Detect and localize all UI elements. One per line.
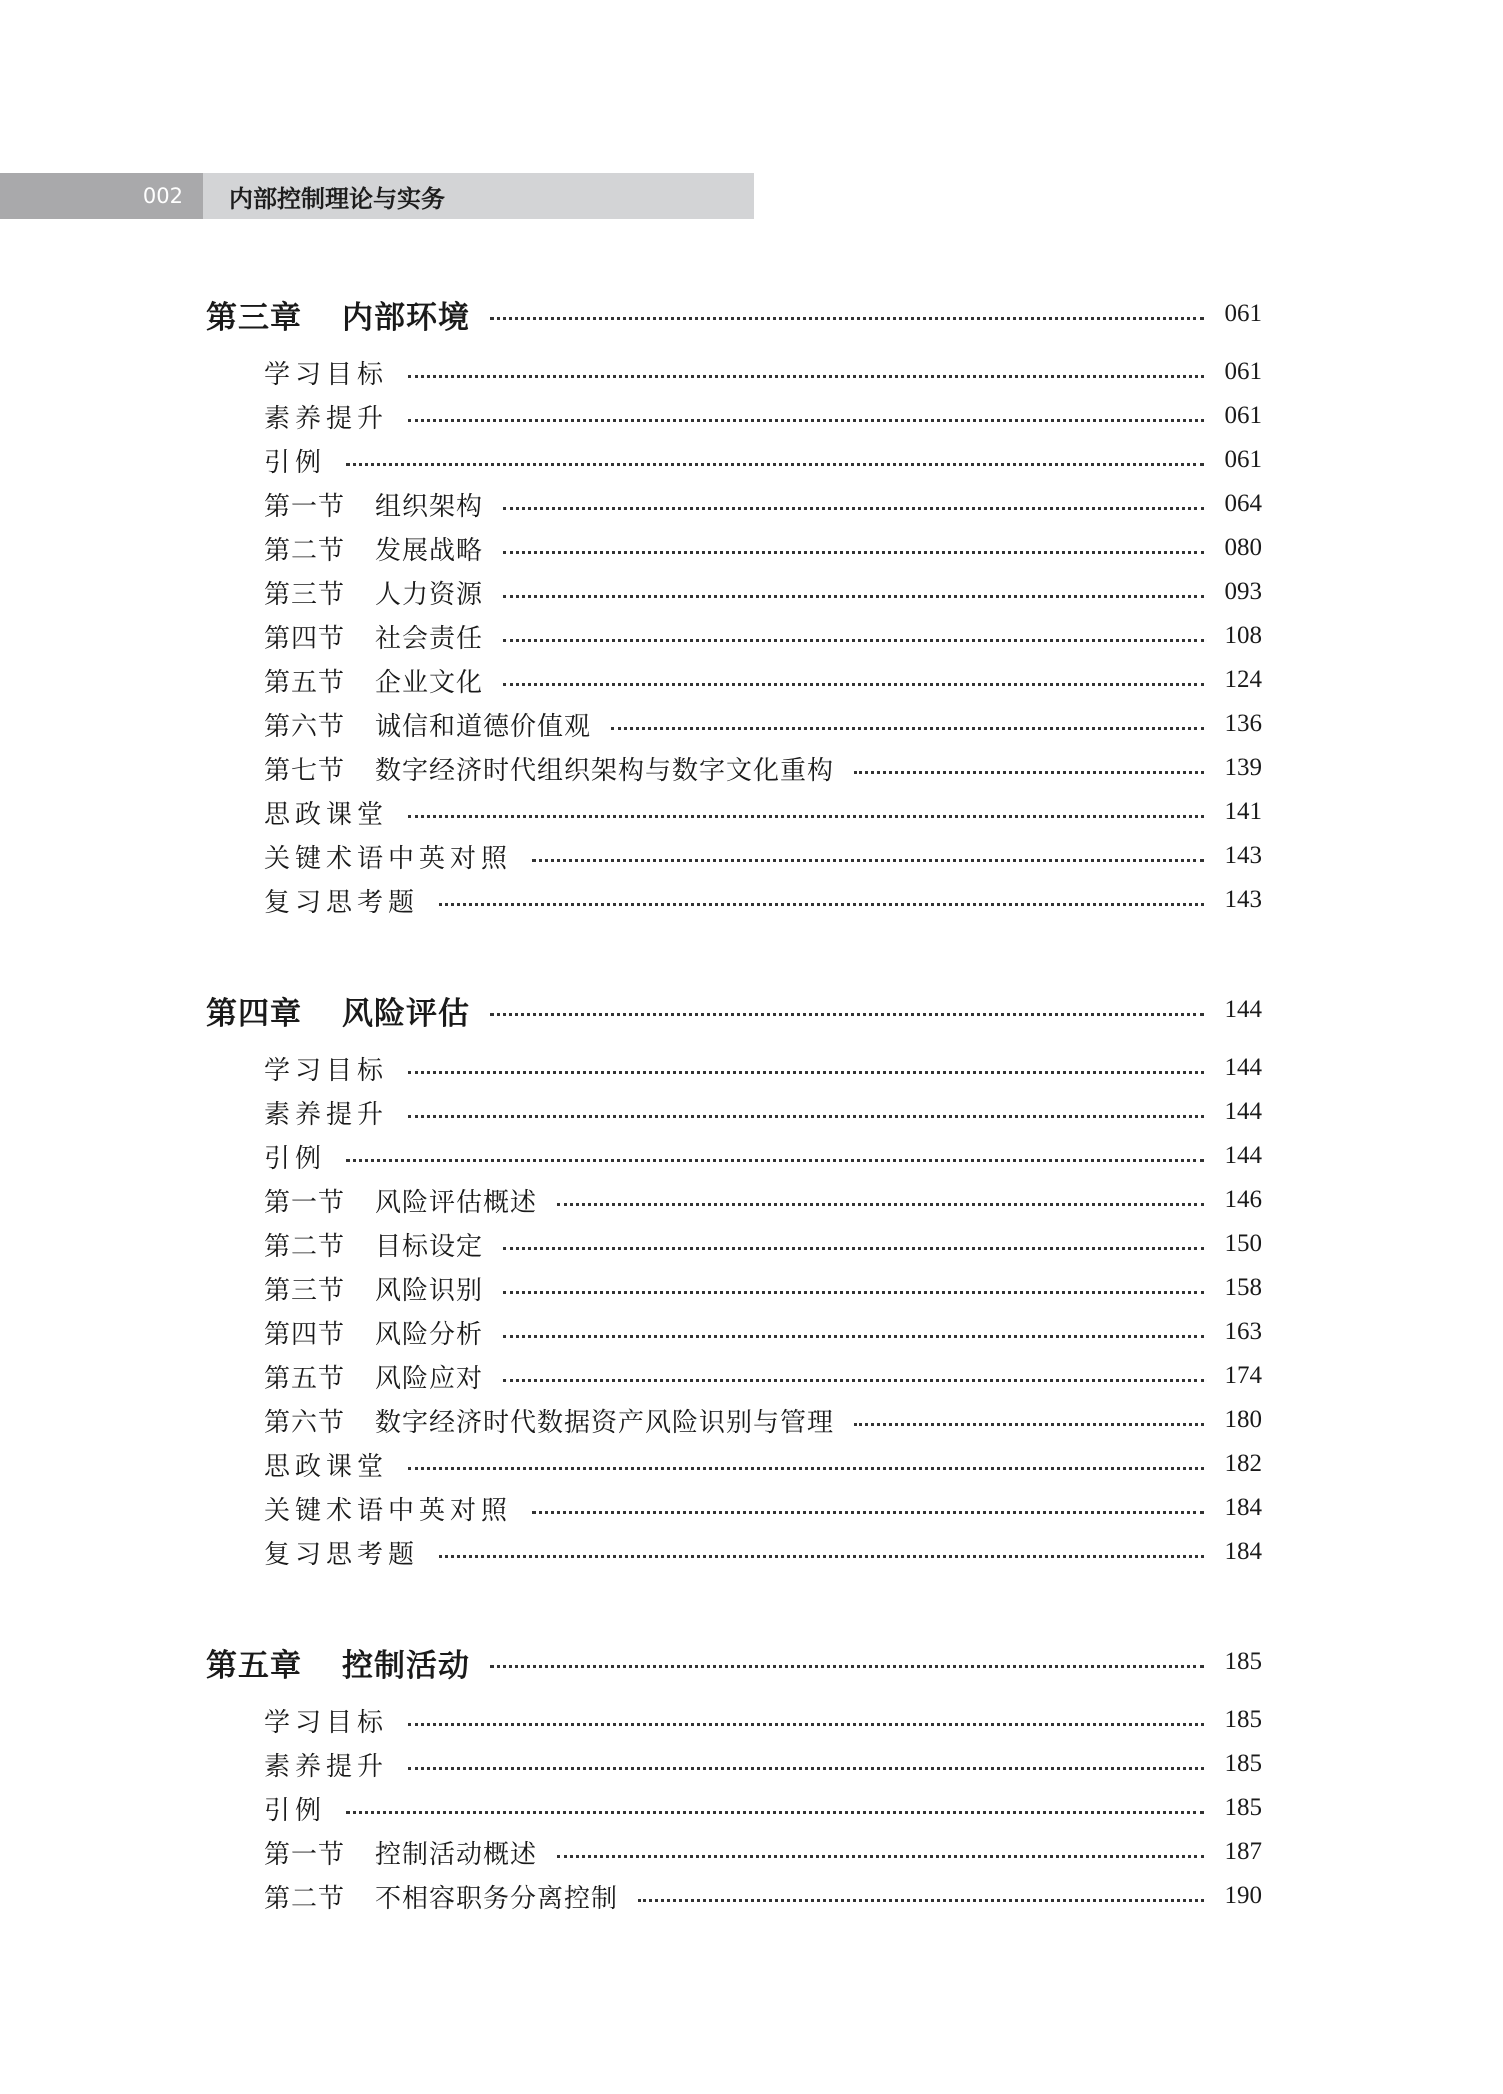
toc-entry[interactable] bbox=[206, 1090, 1262, 1134]
chapter-label bbox=[206, 292, 470, 337]
entry-label bbox=[264, 1226, 483, 1263]
entry-page-number: 061 bbox=[1224, 358, 1262, 385]
entry-title: 复习思考题 bbox=[264, 1539, 420, 1570]
chapter-number: 第四章 bbox=[206, 995, 302, 1032]
entry-title: 引例 bbox=[264, 447, 327, 478]
entry-title: 组织架构 bbox=[375, 491, 484, 522]
toc-entry[interactable] bbox=[206, 438, 1262, 482]
entry-label bbox=[264, 838, 512, 875]
entry-label bbox=[264, 1050, 388, 1087]
dot-leader bbox=[638, 1899, 1204, 1902]
dot-leader bbox=[490, 317, 1204, 320]
entry-title: 不相容职务分离控制 bbox=[375, 1883, 619, 1914]
entry-page-number: 061 bbox=[1224, 402, 1262, 429]
entry-title: 引例 bbox=[264, 1795, 327, 1826]
entry-label bbox=[264, 1402, 834, 1439]
entry-label bbox=[264, 1094, 388, 1131]
entry-page-number: 185 bbox=[1224, 1750, 1262, 1777]
chapter-title: 控制活动 bbox=[342, 1647, 470, 1684]
toc-entry[interactable] bbox=[206, 1786, 1262, 1830]
entry-title: 风险分析 bbox=[375, 1319, 484, 1350]
entry-title: 风险评估概述 bbox=[375, 1187, 538, 1218]
dot-leader bbox=[503, 1335, 1204, 1338]
dot-leader bbox=[503, 551, 1204, 554]
toc-entry[interactable] bbox=[206, 1266, 1262, 1310]
entry-page-number: 061 bbox=[1224, 446, 1262, 473]
chapter-number: 第五章 bbox=[206, 1647, 302, 1684]
entry-label bbox=[264, 1182, 537, 1219]
dot-leader bbox=[346, 463, 1204, 466]
entry-page-number: 150 bbox=[1224, 1230, 1262, 1257]
entry-title: 目标设定 bbox=[375, 1231, 484, 1262]
section-number: 第六节 bbox=[264, 711, 346, 742]
toc-entry[interactable] bbox=[206, 1134, 1262, 1178]
entry-title: 控制活动概述 bbox=[375, 1839, 538, 1870]
entry-page-number: 185 bbox=[1224, 1706, 1262, 1733]
entry-label bbox=[264, 794, 388, 831]
toc-chapter-heading[interactable] bbox=[206, 982, 1262, 1038]
dot-leader bbox=[408, 1767, 1204, 1770]
dot-leader bbox=[503, 595, 1204, 598]
section-number: 第一节 bbox=[264, 1187, 346, 1218]
toc-entry[interactable] bbox=[206, 1046, 1262, 1090]
dot-leader bbox=[503, 1247, 1204, 1250]
toc-entry[interactable] bbox=[206, 482, 1262, 526]
dot-leader bbox=[408, 1723, 1204, 1726]
entry-page-number: 144 bbox=[1224, 1142, 1262, 1169]
section-number: 第四节 bbox=[264, 623, 346, 654]
entry-page-number: 064 bbox=[1224, 490, 1262, 517]
toc-entry[interactable] bbox=[206, 1442, 1262, 1486]
toc-entry[interactable] bbox=[206, 1398, 1262, 1442]
entry-label bbox=[264, 750, 834, 787]
entry-page-number: 184 bbox=[1224, 1494, 1262, 1521]
dot-leader bbox=[439, 1555, 1204, 1558]
entry-label bbox=[264, 486, 483, 523]
chapter-page-number: 061 bbox=[1224, 300, 1262, 327]
entry-title: 关键术语中英对照 bbox=[264, 843, 513, 874]
dot-leader bbox=[346, 1811, 1204, 1814]
section-number: 第三节 bbox=[264, 579, 346, 610]
toc-entry[interactable] bbox=[206, 1222, 1262, 1266]
header-book-title: 内部控制理论与实务 bbox=[203, 173, 754, 219]
entry-title: 发展战略 bbox=[375, 535, 484, 566]
dot-leader bbox=[439, 903, 1204, 906]
toc-chapter bbox=[206, 982, 1262, 1574]
dot-leader bbox=[532, 859, 1204, 862]
toc-chapter-heading[interactable] bbox=[206, 286, 1262, 342]
toc-entry[interactable] bbox=[206, 1486, 1262, 1530]
toc-entry[interactable] bbox=[206, 1178, 1262, 1222]
toc-entry[interactable] bbox=[206, 1698, 1262, 1742]
entry-label bbox=[264, 618, 483, 655]
entry-title: 素养提升 bbox=[264, 403, 389, 434]
dot-leader bbox=[503, 683, 1204, 686]
entry-label bbox=[264, 354, 388, 391]
entry-label bbox=[264, 398, 388, 435]
entry-page-number: 141 bbox=[1224, 798, 1262, 825]
entry-page-number: 144 bbox=[1224, 1098, 1262, 1125]
entry-page-number: 163 bbox=[1224, 1318, 1262, 1345]
dot-leader bbox=[503, 1379, 1204, 1382]
toc-entry[interactable] bbox=[206, 834, 1262, 878]
entry-title: 风险识别 bbox=[375, 1275, 484, 1306]
entry-title: 引例 bbox=[264, 1143, 327, 1174]
entry-label bbox=[264, 1878, 618, 1915]
toc-chapter bbox=[206, 1634, 1262, 1918]
section-number: 第三节 bbox=[264, 1275, 346, 1306]
dot-leader bbox=[408, 815, 1204, 818]
chapter-page-number: 185 bbox=[1224, 1648, 1262, 1675]
dot-leader bbox=[490, 1013, 1204, 1016]
toc-entry[interactable] bbox=[206, 702, 1262, 746]
entry-title: 学习目标 bbox=[264, 1055, 389, 1086]
toc-entry[interactable] bbox=[206, 658, 1262, 702]
entry-label bbox=[264, 1138, 326, 1175]
section-number: 第一节 bbox=[264, 491, 346, 522]
toc-entry[interactable] bbox=[206, 526, 1262, 570]
entry-label bbox=[264, 1534, 419, 1571]
toc-chapter bbox=[206, 286, 1262, 922]
entry-page-number: 158 bbox=[1224, 1274, 1262, 1301]
dot-leader bbox=[408, 375, 1204, 378]
entry-page-number: 143 bbox=[1224, 886, 1262, 913]
entry-title: 人力资源 bbox=[375, 579, 484, 610]
entry-page-number: 080 bbox=[1224, 534, 1262, 561]
dot-leader bbox=[503, 639, 1204, 642]
entry-page-number: 187 bbox=[1224, 1838, 1262, 1865]
entry-title: 风险应对 bbox=[375, 1363, 484, 1394]
toc-entry[interactable] bbox=[206, 790, 1262, 834]
entry-page-number: 093 bbox=[1224, 578, 1262, 605]
table-of-contents bbox=[206, 286, 1262, 1978]
dot-leader bbox=[490, 1665, 1204, 1668]
dot-leader bbox=[854, 1423, 1204, 1426]
entry-label bbox=[264, 1314, 483, 1351]
chapter-label bbox=[206, 988, 470, 1033]
toc-entry[interactable] bbox=[206, 878, 1262, 922]
entry-page-number: 174 bbox=[1224, 1362, 1262, 1389]
chapter-title: 内部环境 bbox=[342, 299, 470, 336]
entry-label bbox=[264, 1702, 388, 1739]
running-header bbox=[0, 173, 754, 219]
dot-leader bbox=[611, 727, 1204, 730]
entry-page-number: 146 bbox=[1224, 1186, 1262, 1213]
entry-title: 复习思考题 bbox=[264, 887, 420, 918]
section-number: 第一节 bbox=[264, 1839, 346, 1870]
section-number: 第二节 bbox=[264, 1883, 346, 1914]
entry-page-number: 190 bbox=[1224, 1882, 1262, 1909]
dot-leader bbox=[557, 1855, 1204, 1858]
entry-page-number: 143 bbox=[1224, 842, 1262, 869]
entry-label bbox=[264, 882, 419, 919]
header-page-number: 002 bbox=[0, 173, 203, 219]
entry-page-number: 185 bbox=[1224, 1794, 1262, 1821]
entry-page-number: 144 bbox=[1224, 1054, 1262, 1081]
section-number: 第四节 bbox=[264, 1319, 346, 1350]
toc-entry[interactable] bbox=[206, 350, 1262, 394]
dot-leader bbox=[346, 1159, 1204, 1162]
entry-title: 素养提升 bbox=[264, 1099, 389, 1130]
toc-entry[interactable] bbox=[206, 746, 1262, 790]
toc-entry[interactable] bbox=[206, 1874, 1262, 1918]
entry-title: 数字经济时代组织架构与数字文化重构 bbox=[375, 755, 835, 786]
entry-label bbox=[264, 442, 326, 479]
dot-leader bbox=[408, 1115, 1204, 1118]
dot-leader bbox=[557, 1203, 1204, 1206]
toc-entry[interactable] bbox=[206, 1530, 1262, 1574]
entry-label bbox=[264, 530, 483, 567]
entry-title: 思政课堂 bbox=[264, 1451, 389, 1482]
entry-label bbox=[264, 1270, 483, 1307]
entry-page-number: 180 bbox=[1224, 1406, 1262, 1433]
entry-title: 诚信和道德价值观 bbox=[375, 711, 592, 742]
section-number: 第五节 bbox=[264, 1363, 346, 1394]
toc-entry[interactable] bbox=[206, 1742, 1262, 1786]
entry-label bbox=[264, 1358, 483, 1395]
toc-entry[interactable] bbox=[206, 614, 1262, 658]
section-number: 第七节 bbox=[264, 755, 346, 786]
toc-chapter-heading[interactable] bbox=[206, 1634, 1262, 1690]
chapter-label bbox=[206, 1640, 470, 1685]
chapter-number: 第三章 bbox=[206, 299, 302, 336]
section-number: 第二节 bbox=[264, 535, 346, 566]
dot-leader bbox=[532, 1511, 1204, 1514]
toc-entry[interactable] bbox=[206, 1830, 1262, 1874]
dot-leader bbox=[854, 771, 1204, 774]
entry-title: 社会责任 bbox=[375, 623, 484, 654]
entry-page-number: 124 bbox=[1224, 666, 1262, 693]
chapter-title: 风险评估 bbox=[342, 995, 470, 1032]
dot-leader bbox=[408, 419, 1204, 422]
entry-title: 关键术语中英对照 bbox=[264, 1495, 513, 1526]
toc-entry[interactable] bbox=[206, 570, 1262, 614]
entry-page-number: 182 bbox=[1224, 1450, 1262, 1477]
dot-leader bbox=[408, 1071, 1204, 1074]
entry-title: 学习目标 bbox=[264, 1707, 389, 1738]
entry-title: 思政课堂 bbox=[264, 799, 389, 830]
toc-entry[interactable] bbox=[206, 1310, 1262, 1354]
entry-page-number: 139 bbox=[1224, 754, 1262, 781]
entry-title: 企业文化 bbox=[375, 667, 484, 698]
entry-label bbox=[264, 1746, 388, 1783]
entry-label bbox=[264, 1490, 512, 1527]
entry-label bbox=[264, 1446, 388, 1483]
entry-label bbox=[264, 706, 591, 743]
entry-page-number: 184 bbox=[1224, 1538, 1262, 1565]
section-number: 第五节 bbox=[264, 667, 346, 698]
entry-title: 素养提升 bbox=[264, 1751, 389, 1782]
dot-leader bbox=[503, 507, 1204, 510]
dot-leader bbox=[408, 1467, 1204, 1470]
section-number: 第二节 bbox=[264, 1231, 346, 1262]
toc-entry[interactable] bbox=[206, 1354, 1262, 1398]
entry-label bbox=[264, 662, 483, 699]
entry-title: 数字经济时代数据资产风险识别与管理 bbox=[375, 1407, 835, 1438]
entry-label bbox=[264, 1790, 326, 1827]
entry-page-number: 108 bbox=[1224, 622, 1262, 649]
entry-page-number: 136 bbox=[1224, 710, 1262, 737]
entry-title: 学习目标 bbox=[264, 359, 389, 390]
chapter-page-number: 144 bbox=[1224, 996, 1262, 1023]
entry-label bbox=[264, 1834, 537, 1871]
entry-label bbox=[264, 574, 483, 611]
toc-entry[interactable] bbox=[206, 394, 1262, 438]
dot-leader bbox=[503, 1291, 1204, 1294]
section-number: 第六节 bbox=[264, 1407, 346, 1438]
